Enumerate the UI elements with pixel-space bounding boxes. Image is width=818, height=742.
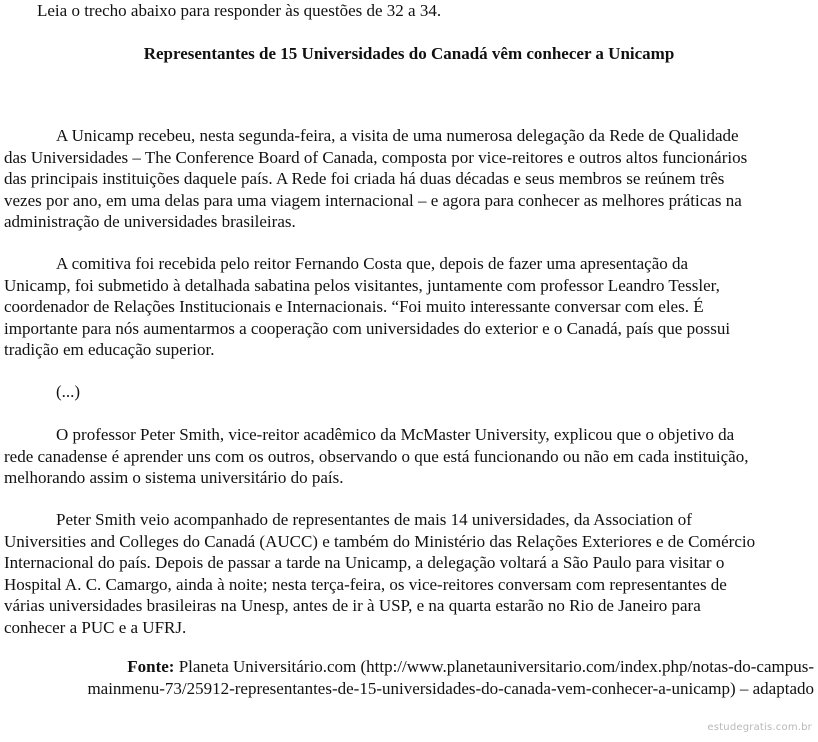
text-line: das Universidades – The Conference Board of Canada, composta por vice-reitores e outros altos funcionários [4,147,748,167]
text-line: O professor Peter Smith, vice-reitor acadêmico da McMaster University, explicou que o objetivo da [56,425,735,444]
text-line: importante para nós aumentarmos a cooperação com universidades do exterior e o Canadá, país que possui [4,318,731,338]
text-line: Internacional do país. Depois de passar a tarde na Unicamp, a delegação voltará a São Paulo para visitar o [4,553,725,573]
text-line: Peter Smith veio acompanhado de representantes de mais 14 universidades, da Association of [56,510,692,529]
text-line: vezes por ano, em uma delas para uma viagem internacional – e agora para conhecer as melhores práticas na [4,190,742,210]
text-line: A comitiva foi recebida pelo reitor Fernando Costa que, depois de fazer uma apresentação da [56,254,689,273]
source-text: Planeta Universitário.com (http://www.planetauniversitario.com/index.php/notas-do-campus- [178,657,814,676]
article-title: Representantes de 15 Universidades do Canadá vêm conhecer a Unicamp [143,44,675,63]
text-line: A Unicamp recebeu, nesta segunda-feira, a visita de uma numerosa delegação da Rede de Qualidade [56,126,739,145]
text-line: coordenador de Relações Institucionais e Internacionais. “Foi muito interessante conversar com eles. É [4,297,704,317]
paragraph-4 [4,509,810,639]
text-line: rede canadense é aprender uns com os outros, observando o que está funcionando ou não em cada instituição, [4,446,749,466]
paragraph-3 [4,424,810,489]
text-line: administração de universidades brasileiras. [4,212,296,232]
source-label: Fonte: [127,657,175,676]
intro-instruction: Leia o trecho abaixo para responder às questões de 32 a 34. [37,1,442,20]
text-line: tradição em educação superior. [4,340,215,360]
text-line: Universities and Colleges do Canadá (AUCC) e também do Ministério das Relações Exteriores e de Comércio [4,531,756,551]
text-line: das principais instituições daquele país. A Rede foi criada há duas décadas e seus membros se reúnem três [4,169,725,189]
source-line-2: mainmenu-73/25912-representantes-de-15-universidades-do-canada-vem-conhecer-a-unicamp) – adaptado [87,679,814,698]
source-citation [0,656,814,700]
source-line-1 [0,656,814,678]
paragraph-1 [4,125,810,233]
text-line: (...) [56,382,81,401]
ellipsis-paragraph [4,381,810,403]
text-line: conhecer a PUC e a UFRJ. [4,617,187,637]
text-line: Hospital A. C. Camargo, ainda à noite; nesta terça-feira, os vice-reitores conversam com representantes de [4,574,727,594]
text-line: melhorando assim o sistema universitário do país. [4,468,344,488]
text-line: várias universidades brasileiras na Unesp, antes de ir à USP, e na quarta estarão no Rio de Janeiro para [4,596,701,616]
paragraph-2 [4,253,810,361]
watermark: estudegratis.com.br [707,722,812,733]
text-line: Unicamp, foi submetido à detalhada sabatina pelos visitantes, juntamente com professor Leandro Tessler, [4,275,720,295]
